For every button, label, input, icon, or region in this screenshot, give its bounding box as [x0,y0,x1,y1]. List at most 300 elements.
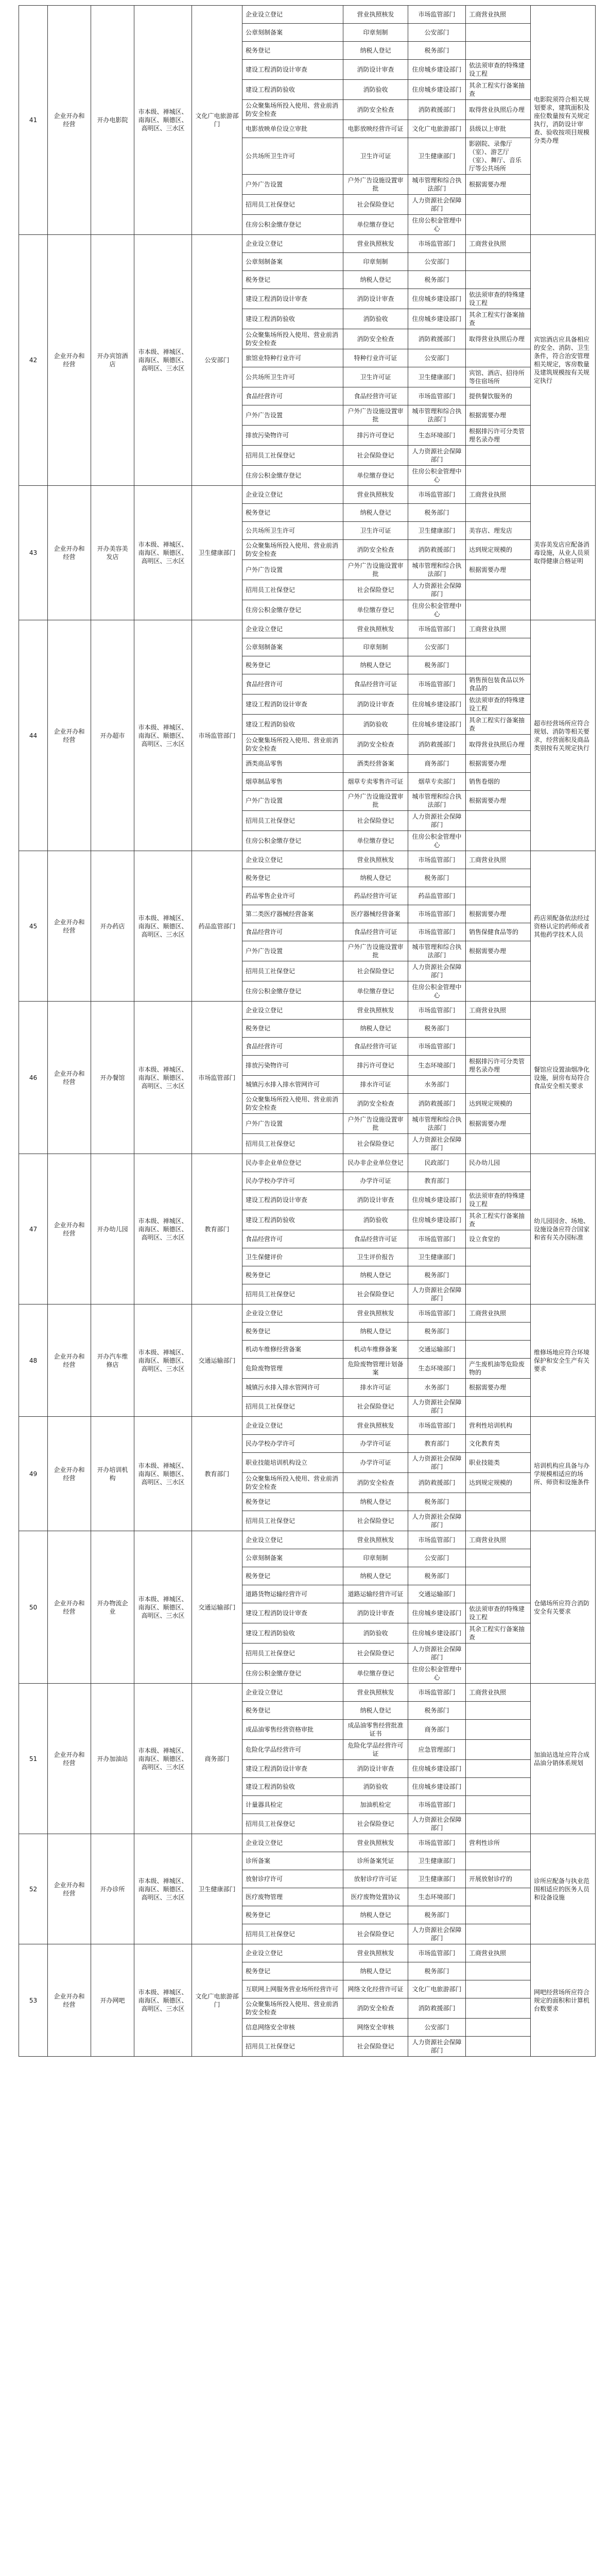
subitem-cell: 开办药店 [91,851,134,1002]
related-dept-cell: 人力资源社会保障部门 [408,961,466,981]
note-cell: 工商营业执照 [466,1684,531,1702]
related-item-cell: 营业执照核发 [343,1417,408,1435]
table-row [19,1417,596,1435]
procedure-cell: 排放污染物许可 [242,1056,343,1076]
note-cell: 销售保健食品等的 [466,923,531,941]
related-dept-cell: 人力资源社会保障部门 [408,1814,466,1834]
procedure-cell: 招用员工社保登记 [242,1511,343,1531]
related-item-cell: 民办非企业单位登记 [343,1154,408,1172]
related-item-cell: 营业执照核发 [343,1002,408,1020]
procedure-cell: 信息网络安全审核 [242,2019,343,2037]
related-item-cell: 社会保险登记 [343,580,408,600]
category-cell: 企业开办和经营 [48,620,91,851]
related-item-cell: 医疗废物处置协议 [343,1888,408,1906]
note-cell [466,1906,531,1924]
subitem-cell: 开办餐馆 [91,1002,134,1154]
subitem-cell: 开办加油站 [91,1684,134,1834]
procedure-cell: 计量器具检定 [242,1796,343,1814]
related-item-cell: 户外广告设施设置审批 [343,941,408,961]
related-item-cell: 消防安全检查 [343,540,408,560]
related-item-cell: 食品经营许可证 [343,923,408,941]
related-dept-cell: 税务部门 [408,1906,466,1924]
procedure-cell: 危险化学品经营许可 [242,1740,343,1760]
related-item-cell: 消防设计审查 [343,1603,408,1623]
note-cell [466,349,531,367]
procedure-cell: 住房公积金缴存登记 [242,215,343,235]
procedure-cell: 企业设立登记 [242,1531,343,1549]
procedure-cell: 民办非企业单位登记 [242,1154,343,1172]
note-cell [466,2037,531,2057]
related-item-cell: 营业执照核发 [343,486,408,504]
area-cell: 市本级、禅城区、南海区、顺德区、高明区、三水区 [134,1154,192,1304]
procedure-cell: 第二类医疗器械经营备案 [242,905,343,923]
related-item-cell: 排水许可证 [343,1379,408,1397]
related-item-cell: 社会保险登记 [343,1511,408,1531]
related-item-cell: 消防设计审查 [343,289,408,309]
related-dept-cell: 卫生健康部门 [408,1248,466,1266]
procedure-cell: 互联网上网服务营业场所经营许可 [242,1980,343,1998]
related-item-cell: 食品经营许可证 [343,1230,408,1248]
procedure-cell: 招用员工社保登记 [242,2037,343,2057]
note-cell [466,1284,531,1304]
related-dept-cell: 住房城乡建设部门 [408,309,466,329]
related-item-cell: 纳税人登记 [343,1020,408,1038]
note-cell [466,1814,531,1834]
related-dept-cell: 市场监管部门 [408,620,466,638]
related-item-cell: 印章刻制 [343,638,408,656]
note-cell: 提供餐饮服务的 [466,387,531,405]
related-dept-cell: 税务部门 [408,271,466,289]
note-cell [466,446,531,466]
related-dept-cell: 人力资源社会保障部门 [408,1397,466,1417]
procedure-cell: 住房公积金缴存登记 [242,1664,343,1684]
note-cell [466,1397,531,1417]
related-item-cell: 印章刻制 [343,253,408,271]
related-item-cell: 特种行业许可证 [343,349,408,367]
related-dept-cell: 税务部门 [408,1702,466,1720]
procedure-cell: 企业设立登记 [242,1304,343,1323]
note-cell [466,1796,531,1814]
area-cell: 市本级、禅城区、南海区、顺德区、高明区、三水区 [134,851,192,1002]
note-cell [466,1172,531,1190]
extra-note-cell: 加油站选址应符合成品油分销体系规划 [531,1684,596,1834]
note-cell [466,1076,531,1094]
note-cell: 依法须审查的特殊建设工程 [466,60,531,80]
related-dept-cell: 消防救援部门 [408,100,466,120]
table-row [19,6,596,24]
related-dept-cell: 卫生健康部门 [408,138,466,175]
procedure-cell: 机动车维修经营备案 [242,1341,343,1359]
note-cell [466,887,531,905]
category-cell: 企业开办和经营 [48,1531,91,1684]
related-dept-cell: 住房城乡建设部门 [408,1210,466,1230]
matters-table-body [19,6,596,2057]
extra-note-cell: 电影院须符合相关规划要求，建筑面积及座位数量按有关规定执行，消防设计审查、验收按项目规模分类办理 [531,6,596,235]
category-cell: 企业开办和经营 [48,6,91,235]
related-dept-cell: 住房城乡建设部门 [408,1778,466,1796]
procedure-cell: 税务登记 [242,1702,343,1720]
extra-note-cell: 美容美发店应配备消毒设施，从业人员须取得健康合格证明 [531,486,596,620]
related-dept-cell: 住房公积金管理中心 [408,981,466,1002]
related-item-cell: 营业执照核发 [343,1944,408,1962]
related-item-cell: 社会保险登记 [343,811,408,831]
note-cell: 达到规定规模的 [466,1094,531,1114]
procedure-cell: 招用员工社保登记 [242,446,343,466]
related-dept-cell: 消防救援部门 [408,1473,466,1493]
related-dept-cell: 公安部门 [408,1549,466,1567]
related-dept-cell: 公安部门 [408,638,466,656]
related-item-cell: 社会保险登记 [343,2037,408,2057]
related-item-cell: 消防安全检查 [343,1094,408,1114]
related-item-cell: 药品经营许可证 [343,887,408,905]
related-dept-cell: 消防救援部门 [408,540,466,560]
note-cell: 其余工程实行备案抽查 [466,1210,531,1230]
related-dept-cell: 城市管理和综合执法部门 [408,1114,466,1134]
related-item-cell: 消防验收 [343,80,408,100]
related-dept-cell: 城市管理和综合执法部门 [408,405,466,426]
related-item-cell: 营业执照核发 [343,1684,408,1702]
note-cell: 其余工程实行备案抽查 [466,715,531,735]
related-item-cell: 纳税人登记 [343,1702,408,1720]
note-cell [466,42,531,60]
procedure-cell: 企业设立登记 [242,1684,343,1702]
procedure-cell: 食品经营许可 [242,1038,343,1056]
department-cell: 药品监管部门 [192,851,242,1002]
related-dept-cell: 应急管理部门 [408,1740,466,1760]
row-index-cell: 46 [19,1002,48,1154]
procedure-cell: 税务登记 [242,869,343,887]
related-dept-cell: 市场监管部门 [408,486,466,504]
related-dept-cell: 人力资源社会保障部门 [408,580,466,600]
extra-note-cell: 餐馆应设置油烟净化设施，厨房布局符合食品安全相关要求 [531,1002,596,1154]
procedure-cell: 税务登记 [242,504,343,522]
related-item-cell: 电影放映经营许可证 [343,120,408,138]
department-cell: 教育部门 [192,1154,242,1304]
note-cell [466,1643,531,1664]
procedure-cell: 职业技能培训机构设立 [242,1453,343,1473]
subitem-cell: 开办电影院 [91,6,134,235]
procedure-cell: 公众聚集场所投入使用、营业前消防安全检查 [242,100,343,120]
procedure-cell: 成品油零售经营资格审批 [242,1720,343,1740]
extra-note-cell: 维修场地应符合环境保护和安全生产有关要求 [531,1304,596,1417]
note-cell [466,1038,531,1056]
note-cell [466,215,531,235]
area-cell: 市本级、禅城区、南海区、顺德区、高明区、三水区 [134,620,192,851]
procedure-cell: 公章刻制备案 [242,24,343,42]
note-cell: 取得营业执照后办理 [466,735,531,755]
row-index-cell: 45 [19,851,48,1002]
procedure-cell: 诊所备案 [242,1852,343,1870]
procedure-cell: 招用员工社保登记 [242,811,343,831]
related-item-cell: 消防设计审查 [343,60,408,80]
related-item-cell: 纳税人登记 [343,1266,408,1284]
procedure-cell: 企业设立登记 [242,486,343,504]
related-item-cell: 户外广告设施设置审批 [343,1114,408,1134]
note-cell: 根据排污许可分类管理名录办理 [466,1056,531,1076]
procedure-cell: 税务登记 [242,42,343,60]
related-item-cell: 单位缴存登记 [343,1664,408,1684]
procedure-cell: 民办学校办学许可 [242,1172,343,1190]
note-cell: 根据需要办理 [466,405,531,426]
related-dept-cell: 住房城乡建设部门 [408,1190,466,1210]
note-cell: 根据需要办理 [466,1379,531,1397]
note-cell: 依法须审查的特殊建设工程 [466,289,531,309]
note-cell: 美容店、理发店 [466,522,531,540]
note-cell: 工商营业执照 [466,235,531,253]
related-item-cell: 单位缴存登记 [343,466,408,486]
related-dept-cell: 人力资源社会保障部门 [408,1511,466,1531]
related-item-cell: 网络文化经营许可证 [343,1980,408,1998]
procedure-cell: 建设工程消防验收 [242,1210,343,1230]
related-dept-cell: 烟草专卖部门 [408,773,466,791]
note-cell: 开展放射诊疗的 [466,1870,531,1888]
area-cell: 市本级、禅城区、南海区、顺德区、高明区、三水区 [134,1834,192,1944]
procedure-cell: 招用员工社保登记 [242,580,343,600]
procedure-cell: 公章刻制备案 [242,638,343,656]
note-cell [466,1852,531,1870]
subitem-cell: 开办超市 [91,620,134,851]
related-dept-cell: 税务部门 [408,1020,466,1038]
note-cell: 工商营业执照 [466,1002,531,1020]
table-row [19,1531,596,1549]
related-dept-cell: 人力资源社会保障部门 [408,1924,466,1944]
procedure-cell: 税务登记 [242,1493,343,1511]
note-cell [466,1924,531,1944]
related-dept-cell: 人力资源社会保障部门 [408,2037,466,2057]
note-cell [466,600,531,620]
related-dept-cell: 市场监管部门 [408,851,466,869]
related-dept-cell: 消防救援部门 [408,735,466,755]
procedure-cell: 住房公积金缴存登记 [242,981,343,1002]
note-cell: 职业技能类 [466,1453,531,1473]
related-item-cell: 社会保险登记 [343,1397,408,1417]
related-dept-cell: 商务部门 [408,1720,466,1740]
table-row [19,1154,596,1172]
procedure-cell: 排放污染物许可 [242,426,343,446]
note-cell [466,1020,531,1038]
procedure-cell: 建设工程消防设计审查 [242,1190,343,1210]
note-cell: 依法须审查的特殊建设工程 [466,1190,531,1210]
procedure-cell: 公章刻制备案 [242,253,343,271]
procedure-cell: 旅馆业特种行业许可 [242,349,343,367]
related-item-cell: 营业执照核发 [343,1304,408,1323]
related-dept-cell: 水务部门 [408,1076,466,1094]
procedure-cell: 民办学校办学许可 [242,1435,343,1453]
related-dept-cell: 住房公积金管理中心 [408,1664,466,1684]
related-item-cell: 社会保险登记 [343,195,408,215]
related-dept-cell: 市场监管部门 [408,1834,466,1852]
procedure-cell: 税务登记 [242,1020,343,1038]
procedure-cell: 药品零售企业许可 [242,887,343,905]
related-dept-cell: 城市管理和综合执法部门 [408,175,466,195]
note-cell: 宾馆、酒店、招待所等住宿场所 [466,367,531,387]
procedure-cell: 企业设立登记 [242,235,343,253]
procedure-cell: 招用员工社保登记 [242,1134,343,1154]
related-dept-cell: 住房城乡建设部门 [408,289,466,309]
category-cell: 企业开办和经营 [48,235,91,486]
note-cell: 根据需要办理 [466,941,531,961]
note-cell: 依法须审查的特殊建设工程 [466,1603,531,1623]
procedure-cell: 企业设立登记 [242,1417,343,1435]
related-item-cell: 纳税人登记 [343,1323,408,1341]
procedure-cell: 招用员工社保登记 [242,1397,343,1417]
related-dept-cell: 市场监管部门 [408,674,466,694]
procedure-cell: 户外广告设置 [242,405,343,426]
note-cell: 销售卷烟的 [466,773,531,791]
department-cell: 卫生健康部门 [192,1834,242,1944]
related-dept-cell: 住房公积金管理中心 [408,466,466,486]
department-cell: 市场监管部门 [192,620,242,851]
department-cell: 卫生健康部门 [192,486,242,620]
note-cell: 影剧院、录像厅（室）、游艺厅（室）、舞厅、音乐厅等公共场所 [466,138,531,175]
related-dept-cell: 水务部门 [408,1379,466,1397]
row-index-cell: 51 [19,1684,48,1834]
related-dept-cell: 交通运输部门 [408,1585,466,1603]
note-cell: 根据需要办理 [466,175,531,195]
related-dept-cell: 生态环境部门 [408,426,466,446]
related-dept-cell: 住房城乡建设部门 [408,694,466,715]
procedure-cell: 公众聚集场所投入使用、营业前消防安全检查 [242,540,343,560]
procedure-cell: 城镇污水排入排水管网许可 [242,1379,343,1397]
related-dept-cell: 卫生健康部门 [408,1870,466,1888]
related-item-cell: 诊所备案凭证 [343,1852,408,1870]
related-dept-cell: 人力资源社会保障部门 [408,446,466,466]
related-dept-cell: 市场监管部门 [408,905,466,923]
related-dept-cell: 卫生健康部门 [408,1852,466,1870]
procedure-cell: 企业设立登记 [242,6,343,24]
note-cell [466,1493,531,1511]
procedure-cell: 户外广告设置 [242,1114,343,1134]
note-cell: 工商营业执照 [466,1304,531,1323]
procedure-cell: 税务登记 [242,1266,343,1284]
related-item-cell: 印章刻制 [343,24,408,42]
row-index-cell: 41 [19,6,48,235]
note-cell [466,1511,531,1531]
related-item-cell: 食品经营许可证 [343,1038,408,1056]
procedure-cell: 建设工程消防验收 [242,80,343,100]
related-item-cell: 办学许可证 [343,1172,408,1190]
note-cell [466,1248,531,1266]
related-item-cell: 卫生许可证 [343,367,408,387]
note-cell: 销售预包装食品以外食品的 [466,674,531,694]
related-item-cell: 排水许可证 [343,1076,408,1094]
related-dept-cell: 税务部门 [408,1962,466,1980]
related-item-cell: 消防设计审查 [343,1190,408,1210]
procedure-cell: 医疗废物管理 [242,1888,343,1906]
category-cell: 企业开办和经营 [48,1154,91,1304]
related-item-cell: 纳税人登记 [343,1906,408,1924]
related-item-cell: 卫生评价报告 [343,1248,408,1266]
note-cell: 根据需要办理 [466,1114,531,1134]
note-cell: 工商营业执照 [466,620,531,638]
category-cell: 企业开办和经营 [48,486,91,620]
related-dept-cell: 市场监管部门 [408,923,466,941]
related-item-cell: 纳税人登记 [343,42,408,60]
subitem-cell: 开办幼儿园 [91,1154,134,1304]
related-dept-cell: 民政部门 [408,1154,466,1172]
related-dept-cell: 税务部门 [408,1567,466,1585]
related-item-cell: 排污许可登记 [343,1056,408,1076]
related-dept-cell: 生态环境部门 [408,1056,466,1076]
related-item-cell: 危险废物管理计划备案 [343,1359,408,1379]
related-item-cell: 营业执照核发 [343,235,408,253]
related-item-cell: 纳税人登记 [343,504,408,522]
note-cell: 取得营业执照后办理 [466,329,531,349]
related-item-cell: 消防设计审查 [343,1760,408,1778]
procedure-cell: 企业设立登记 [242,1002,343,1020]
related-dept-cell: 生态环境部门 [408,1359,466,1379]
related-dept-cell: 市场监管部门 [408,1684,466,1702]
note-cell [466,1720,531,1740]
procedure-cell: 食品经营许可 [242,1230,343,1248]
procedure-cell: 户外广告设置 [242,560,343,580]
procedure-cell: 公共场所卫生许可 [242,367,343,387]
procedure-cell: 公共场所卫生许可 [242,522,343,540]
department-cell: 商务部门 [192,1684,242,1834]
note-cell: 根据排污许可分类管理名录办理 [466,426,531,446]
related-item-cell: 消防验收 [343,715,408,735]
note-cell [466,1585,531,1603]
note-cell [466,1341,531,1359]
related-item-cell: 社会保险登记 [343,1134,408,1154]
related-dept-cell: 市场监管部门 [408,1304,466,1323]
related-dept-cell: 市场监管部门 [408,1230,466,1248]
extra-note-cell: 药店须配备依法经过资格认定的药师或者其他药学技术人员 [531,851,596,1002]
note-cell [466,24,531,42]
related-item-cell: 消防验收 [343,1210,408,1230]
related-item-cell: 户外广告设施设置审批 [343,791,408,811]
procedure-cell: 烟草制品零售 [242,773,343,791]
procedure-cell: 建设工程消防设计审查 [242,1760,343,1778]
related-dept-cell: 消防救援部门 [408,1094,466,1114]
related-item-cell: 成品油零售经营批准证书 [343,1720,408,1740]
related-item-cell: 营业执照核发 [343,1531,408,1549]
extra-note-cell: 诊所应配备与执业范围相适应的医务人员和设备设施 [531,1834,596,1944]
row-index-cell: 53 [19,1944,48,2057]
related-item-cell: 单位缴存登记 [343,981,408,1002]
procedure-cell: 卫生保健评价 [242,1248,343,1266]
area-cell: 市本级、禅城区、南海区、顺德区、高明区、三水区 [134,6,192,235]
procedure-cell: 城镇污水排入排水管网许可 [242,1076,343,1094]
note-cell: 营利性诊所 [466,1834,531,1852]
note-cell: 工商营业执照 [466,1944,531,1962]
procedure-cell: 建设工程消防设计审查 [242,694,343,715]
related-item-cell: 医疗器械经营备案 [343,905,408,923]
note-cell: 设立食堂的 [466,1230,531,1248]
note-cell [466,2019,531,2037]
procedure-cell: 酒类商品零售 [242,755,343,773]
area-cell: 市本级、禅城区、南海区、顺德区、高明区、三水区 [134,1531,192,1684]
related-item-cell: 烟草专卖零售许可证 [343,773,408,791]
related-item-cell: 食品经营许可证 [343,674,408,694]
category-cell: 企业开办和经营 [48,1684,91,1834]
procedure-cell: 公众聚集场所投入使用、营业前消防安全检查 [242,1998,343,2019]
department-cell: 市场监管部门 [192,1002,242,1154]
procedure-cell: 税务登记 [242,1323,343,1341]
related-item-cell: 社会保险登记 [343,1924,408,1944]
note-cell [466,1567,531,1585]
related-dept-cell: 市场监管部门 [408,1531,466,1549]
related-dept-cell: 市场监管部门 [408,1417,466,1435]
related-dept-cell: 教育部门 [408,1172,466,1190]
related-item-cell: 消防安全检查 [343,1998,408,2019]
related-item-cell: 纳税人登记 [343,869,408,887]
table-row [19,851,596,869]
related-dept-cell: 住房城乡建设部门 [408,60,466,80]
note-cell: 工商营业执照 [466,1531,531,1549]
procedure-cell: 公众聚集场所投入使用、营业前消防安全检查 [242,1094,343,1114]
related-dept-cell: 卫生健康部门 [408,367,466,387]
